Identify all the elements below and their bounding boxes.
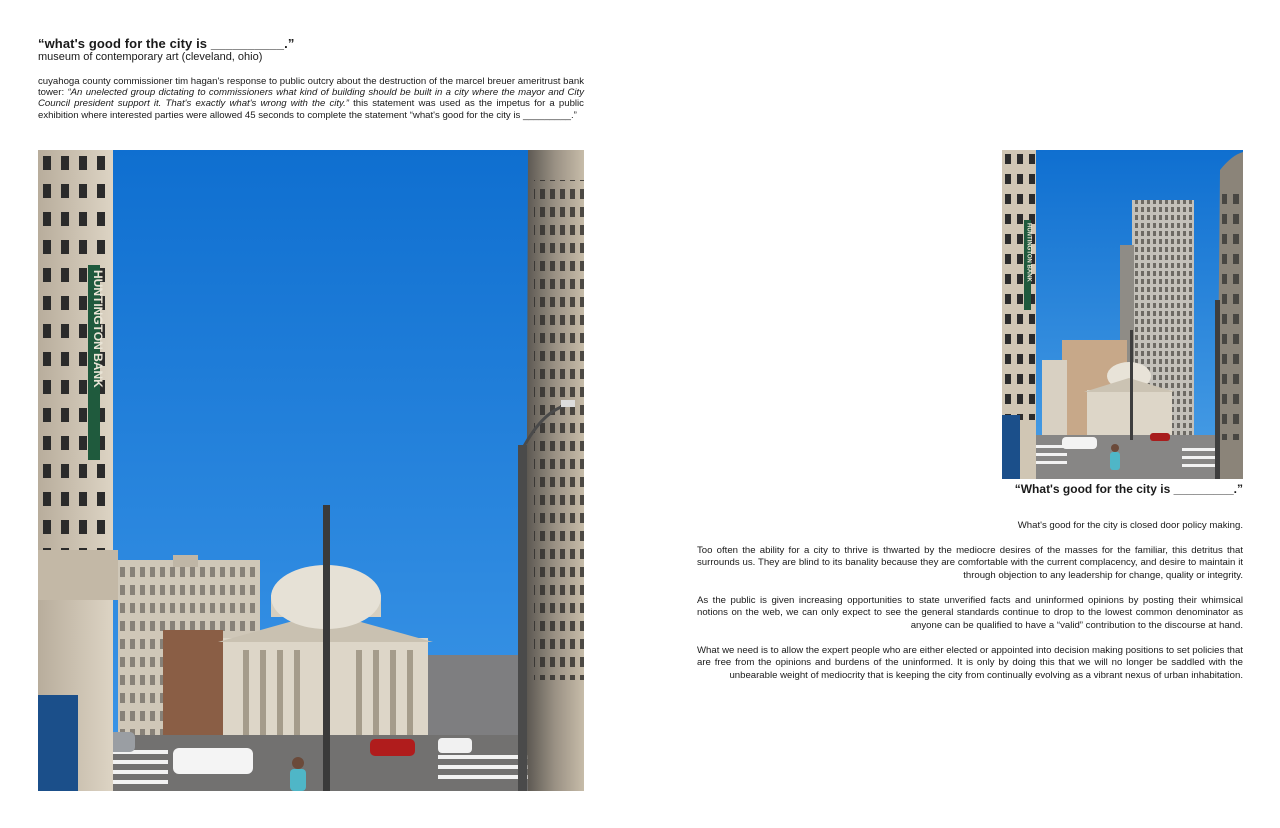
main-street-photo [38,150,584,791]
essay-paragraph-2: Too often the ability for a city to thrive is thwarted by the mediocre desires of the masses for the familiar, this detritus that surrounds us. They are blind to its banality because they are comfortable with the current complacency, and desire to maintain it through objection to any leadership for change, quality or integrity. [697,545,1243,581]
secondary-street-photo [1002,150,1243,479]
intro-quote: “An unelected group dictating to commissioners what kind of building should be built in a city where the mayor and City Council president support it. That's exactly what's wrong with the city.” [38,87,584,110]
page-subtitle: museum of contemporary art (cleveland, ohio) [38,51,263,63]
huntington-bank-sign-small: HUNTINGTON BANK [1025,223,1032,282]
essay-paragraph-4: What we need is to allow the expert people who are either elected or appointed into decision making positions to set policies that are free from the opinions and burdens of the uninformed. It is only by doing this that we will no longer be saddled with the unbearable weight of mediocrity that is keeping the city from continually evolving as a vibrant nexus of urban inhabitation. [697,645,1243,681]
essay-paragraph-1: What's good for the city is closed door policy making. [1017,520,1243,531]
intro-plain-text: cuyahoga county commissioner tim hagan's response to public outcry about the destruction of the marcel breuer ameritrust bank tower: [38,76,584,99]
huntington-bank-sign: HUNTINGTON BANK [91,270,105,388]
intro-end-text: this statement was used as the impetus for a public exhibition where interested parties were allowed 45 seconds to complete the statement “what's good for the city is _________.” [38,98,584,121]
page-title: “what's good for the city is __________.” [38,36,295,51]
intro-paragraph [38,76,584,121]
photo-caption: “What's good for the city is _________.” [1014,482,1243,496]
essay-paragraph-3: As the public is given increasing opportunities to state unverified facts and uninformed opinions by posting their whimsical notions on the web, we can only expect to see the general standards continue to drop to the lowest common denominator as anyone can be qualified to have a “valid” contribution to the discourse at hand. [697,595,1243,631]
